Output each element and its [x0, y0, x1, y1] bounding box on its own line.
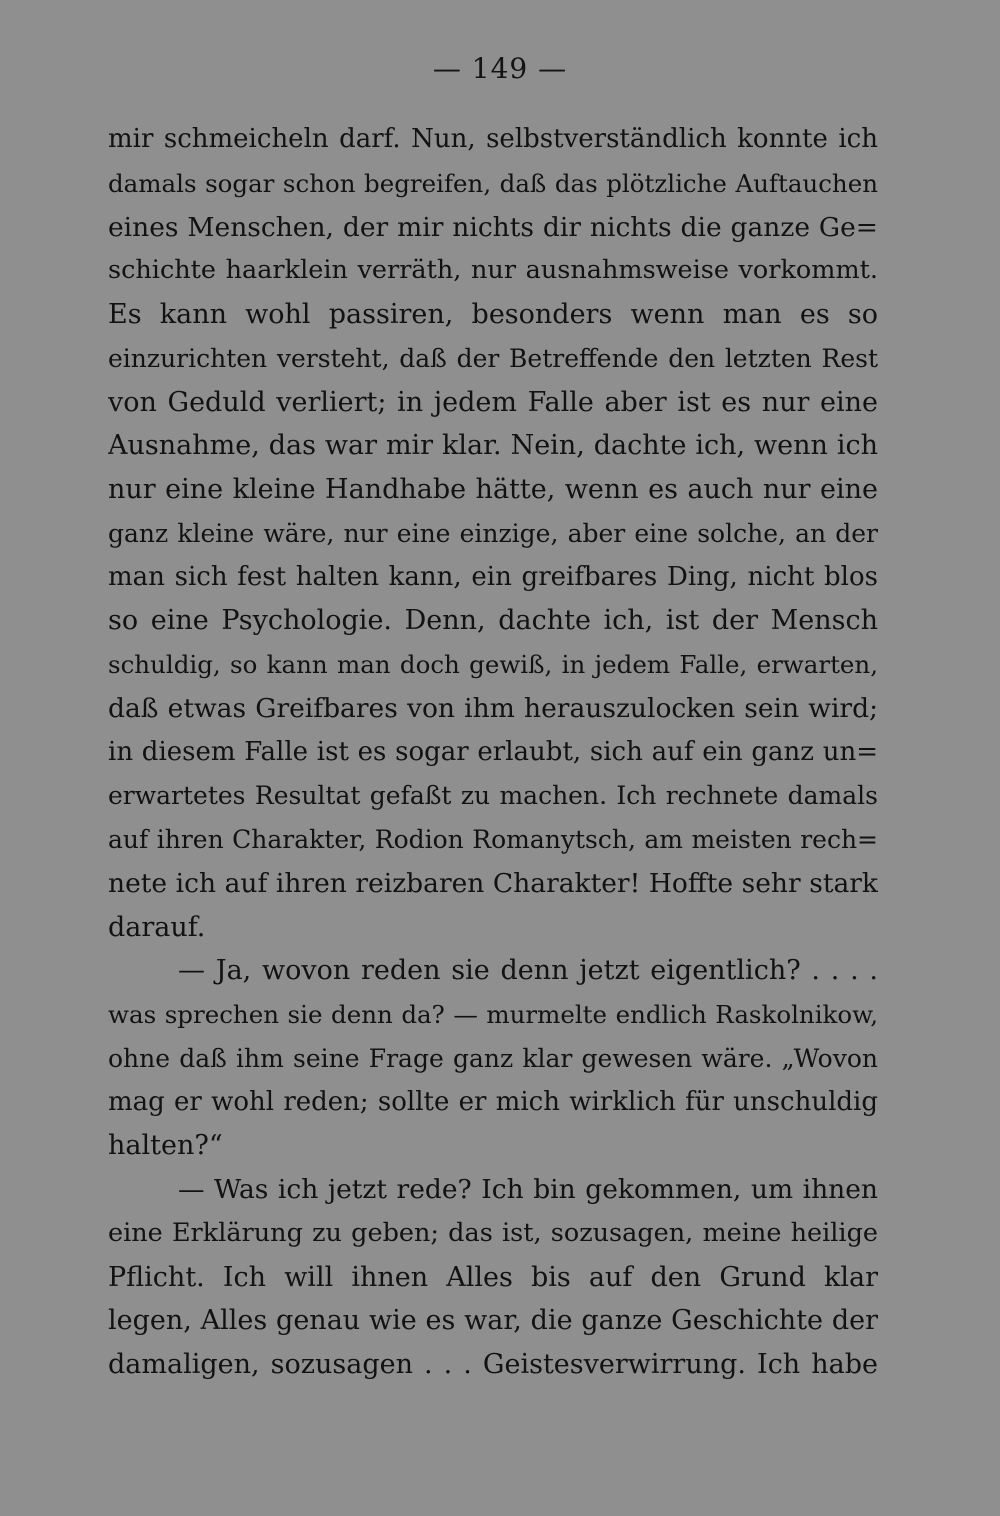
body-text [108, 118, 878, 1387]
text-line: damals sogar schon begreifen, daß das plötzliche Auftauchen [108, 168, 878, 198]
text-line: man sich fest halten kann, ein greifbares Ding, nicht blos [108, 561, 878, 592]
text-line: auf ihren Charakter, Rodion Romanytsch, am meisten rech= [108, 825, 878, 854]
text-line: Es kann wohl passiren, besonders wenn man es so [108, 299, 878, 330]
text-line: in diesem Falle ist es sogar erlaubt, sich auf ein ganz un= [108, 736, 878, 767]
text-line: daß etwas Greifbares von ihm herauszulocken sein wird; [108, 692, 878, 724]
text-line: — Ja, wovon reden sie denn jetzt eigentlich? . . . . [178, 955, 878, 987]
text-line: erwartetes Resultat gefaßt zu machen. Ich rechnete damals [108, 781, 878, 811]
text-line: mag er wohl reden; sollte er mich wirklich für unschuldig [108, 1086, 878, 1117]
text-line: damaligen, sozusagen . . . Geistesverwirrung. Ich habe [108, 1349, 878, 1380]
text-line: legen, Alles genau wie es war, die ganze Geschichte der [108, 1305, 878, 1337]
text-line: halten?“ [108, 1130, 223, 1162]
text-line: ohne daß ihm seine Frage ganz klar gewesen wäre. „Wovon [108, 1043, 878, 1073]
text-line: schichte haarklein verräth, nur ausnahmsweise vorkommt. [108, 255, 878, 286]
text-line: nur eine kleine Handhabe hätte, wenn es auch nur eine [108, 474, 878, 505]
page-number: — 149 — [432, 52, 568, 85]
text-line: darauf. [108, 911, 206, 943]
text-line: einzurichten versteht, daß der Betreffende den letzten Rest [108, 343, 878, 373]
text-line: Ausnahme, das war mir klar. Nein, dachte ich, wenn ich [108, 430, 878, 462]
text-line: so eine Psychologie. Denn, dachte ich, ist der Mensch [108, 605, 878, 637]
text-line: nete ich auf ihren reizbaren Charakter! Hoffte sehr stark [108, 867, 878, 899]
text-line: mir schmeicheln darf. Nun, selbstverständlich konnte ich [108, 124, 878, 154]
text-line: eine Erklärung zu geben; das ist, sozusagen, meine heilige [108, 1217, 878, 1248]
text-line: was sprechen sie denn da? — murmelte endlich Raskolnikow, [108, 1000, 878, 1029]
text-line: Pflicht. Ich will ihnen Alles bis auf den Grund klar [108, 1261, 878, 1293]
text-line: ganz kleine wäre, nur eine einzige, aber eine solche, an der [108, 518, 878, 548]
text-line: schuldig, so kann man doch gewiß, in jedem Falle, erwarten, [108, 650, 878, 679]
text-line: von Geduld verliert; in jedem Falle aber ist es nur eine [108, 386, 878, 418]
text-line: — Was ich jetzt rede? Ich bin gekommen, um ihnen [178, 1174, 878, 1205]
text-line: eines Menschen, der mir nichts dir nichts die ganze Ge= [108, 211, 878, 243]
